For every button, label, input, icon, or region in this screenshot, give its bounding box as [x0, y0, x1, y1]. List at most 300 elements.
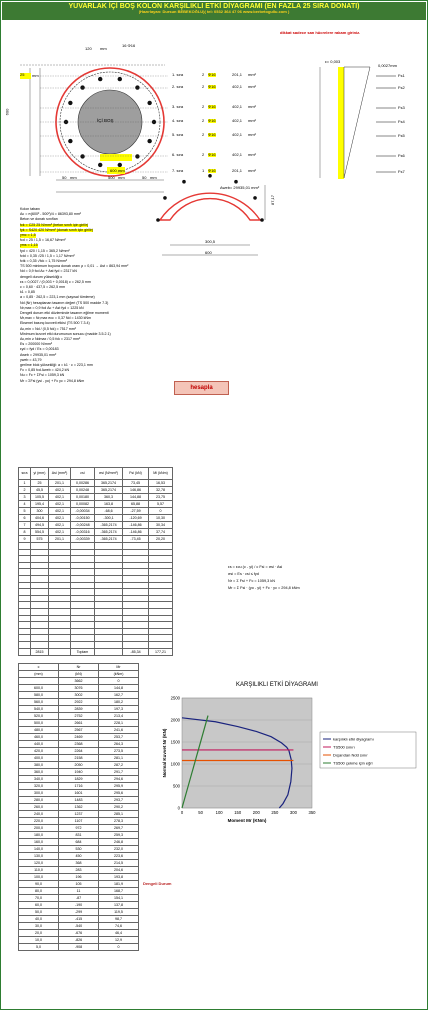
bar-table-cell: 1: [19, 480, 31, 487]
bar-table-header: Fsi (kN): [123, 468, 149, 480]
bar-table-cell: 37,74: [149, 529, 173, 536]
nm-header: Nr: [59, 664, 99, 671]
nm-cell: 90,0: [19, 881, 59, 888]
nm-cell: 2839: [59, 706, 99, 713]
nm-cell: 220,0: [19, 818, 59, 825]
table-row: [19, 832, 139, 839]
bar-table-cell: 575: [31, 536, 49, 543]
calc-line: fyk = S420 420 N/mm² (donatı sınıfı için girilir): [20, 227, 93, 232]
nm-cell: 246,8: [99, 839, 139, 846]
table-row: [19, 783, 139, 790]
bar-table-cell: 554,5: [31, 529, 49, 536]
nm-cell: 70,0: [19, 895, 59, 902]
hesapla-button[interactable]: hesapla: [174, 381, 229, 395]
rebar-dot: [68, 101, 72, 105]
total-row: [19, 648, 173, 655]
calc-line: Nd (Nr) hesaplanan tasarım değeri (TS 500 madde 7.3): [20, 300, 109, 305]
bar-table-cell: -120,69: [123, 515, 149, 522]
row-unit: mm²: [248, 132, 256, 137]
row-name: 1. sıra: [172, 72, 184, 77]
table-row: [19, 734, 139, 741]
core-label: İÇİ BOŞ: [97, 118, 114, 123]
table-row: [19, 522, 173, 529]
calc-line: Es = 200000 N/mm²: [20, 342, 53, 347]
bar-table-cell: 5,57: [149, 501, 173, 508]
rebar-dot: [147, 101, 151, 105]
nm-cell: 1362: [59, 804, 99, 811]
empty-row: [19, 615, 173, 622]
cover-bar-label: 16 Φ16: [122, 43, 136, 48]
empty-row: [19, 622, 173, 629]
bar-table-cell: -146,86: [123, 529, 149, 536]
nm-cell: 285,1: [99, 811, 139, 818]
row-unit: mm²: [248, 118, 256, 123]
table-row: [19, 494, 173, 501]
row-unit: mm²: [248, 72, 256, 77]
table-row: [19, 480, 173, 487]
nm-cell: 140,0: [19, 846, 59, 853]
segment-rebar: [163, 196, 167, 200]
x-tick-label: 200: [252, 810, 260, 815]
bar-table-cell: 404,6: [31, 515, 49, 522]
nm-cell: -87: [59, 895, 99, 902]
nm-cell: 278,3: [99, 818, 139, 825]
table-row: [19, 825, 139, 832]
nm-cell: 10,0: [19, 937, 59, 944]
nm-cell: 168,7: [99, 888, 139, 895]
row-phi: Φ16: [208, 104, 216, 109]
calc-line: Nd = 0,9 fcd Ac + Ast fyd = 2317 kN: [20, 269, 77, 274]
calc-line: fctd = 0,35 √25 / 1,5 = 1,17 N/mm²: [20, 253, 75, 258]
bar-table-cell: 6: [19, 515, 31, 522]
bar-table-cell: 5: [19, 508, 31, 515]
table-row: [19, 853, 139, 860]
nm-cell: [19, 678, 59, 685]
x-tick-label: 250: [271, 810, 279, 815]
empty-row: [19, 562, 173, 569]
nm-cell: 400,0: [19, 755, 59, 762]
table-row: [19, 692, 139, 699]
total-cell: [49, 648, 71, 655]
table-row: [19, 930, 139, 937]
nm-cell: -415: [59, 916, 99, 923]
bar-table-cell: 20,20: [149, 536, 173, 543]
total-cell: -85,34: [123, 648, 149, 655]
row-area: 201,1: [232, 168, 243, 173]
bar-table-header: Mi (kNm): [149, 468, 173, 480]
nm-cell: 540,0: [19, 706, 59, 713]
y-tick-label: 500: [173, 783, 180, 789]
nm-cell: 295,6: [99, 790, 139, 797]
row-count: 2: [202, 118, 205, 123]
nm-cell: 380,0: [19, 762, 59, 769]
row-name: 5. sıra: [172, 132, 184, 137]
nm-cell: 260,0: [19, 804, 59, 811]
bar-table: [18, 467, 173, 656]
table-row: [19, 706, 139, 713]
x-tick-label: 300: [289, 810, 297, 815]
author-line: (Hazırlayan: Dursun BEBEKOĞLU)( tel: 0532 364 47 06 www.berbetogullu.com ): [138, 9, 290, 15]
row-phi: Φ16: [208, 152, 216, 157]
calc-line: TS 500 minimum boyuna donatı oranı ρ = 0,01 → Ast = 863,94 mm²: [20, 264, 129, 269]
nm-cell: 273,5: [99, 748, 139, 755]
nm-cell: 74,6: [99, 923, 139, 930]
legend-label: TS500 sınırı: [333, 744, 355, 750]
bar-table-cell: 402,1: [49, 515, 71, 522]
empty-row: [19, 549, 173, 556]
calc-line: γms = 1,15: [20, 243, 38, 248]
nm-cell: 180,0: [19, 832, 59, 839]
nm-cell: 200,0: [19, 825, 59, 832]
calc-line: Minimum kuvvet etki durumunun sonucu (madde 3.5.2.1): [20, 331, 111, 336]
nm-cell: 2567: [59, 727, 99, 734]
bar-table-cell: 32,78: [149, 487, 173, 494]
total-cell: Toplam: [71, 648, 95, 655]
table-row: [19, 874, 139, 881]
y-tick-label: 2500: [170, 695, 180, 701]
nm-cell: 2264: [59, 748, 99, 755]
table-row: [19, 769, 139, 776]
nm-cell: 162,7: [99, 692, 139, 699]
calc-line: k1 = 0,85: [20, 290, 35, 295]
table-row: [19, 846, 139, 853]
bar-table-cell: 4: [19, 501, 31, 508]
row-unit: mm²: [248, 168, 256, 173]
row-area: 402,1: [232, 118, 243, 123]
calc-line: γmc = 1,5: [20, 233, 36, 237]
segment-area: Aweb= 29935,01 mm²: [220, 185, 260, 190]
calc-line: Ac,min = Nd / (0,5 fck) = 7517 mm²: [20, 326, 76, 331]
bar-table-cell: 0,00180: [71, 494, 95, 501]
segment-rebar: [234, 180, 238, 184]
calc-line: fyd = 420 / 1,15 = 365,2 N/mm²: [20, 248, 70, 253]
nm-cell: 1237: [59, 811, 99, 818]
empty-row: [19, 628, 173, 635]
bar-table-cell: -73,45: [123, 536, 149, 543]
empty-row: [19, 595, 173, 602]
segment-width: 300,5: [205, 239, 216, 244]
y-tick-label: 1500: [170, 739, 180, 745]
calc-line: Mr = ΣFsi (ysi - yo) + Fc yc = 294,8 kNm: [20, 378, 85, 383]
nm-cell: 530: [59, 846, 99, 853]
table-row: [19, 804, 139, 811]
row-unit: mm²: [248, 84, 256, 89]
fs-arrows: [376, 76, 396, 172]
calc-line: c = 0,60 · 437,5 = 262,5 mm: [20, 285, 66, 289]
total-cell: 2815: [31, 648, 49, 655]
nm-cell: 972: [59, 825, 99, 832]
bar-table-cell: -27,59: [123, 508, 149, 515]
formula-line: Mr = Σ Fsi · (yo - yi) + Fc · yc = 294,8 kNm: [228, 586, 300, 590]
legend-label: Dışarıdan Ndd sınır: [333, 752, 368, 758]
bar-table-cell: 146,86: [123, 487, 149, 494]
row-name: 3. sıra: [172, 104, 184, 109]
nm-cell: 831: [59, 832, 99, 839]
bar-table-header: σsi (N/mm²): [95, 468, 123, 480]
nm-cell: 368: [59, 860, 99, 867]
bar-table-cell: 25: [31, 480, 49, 487]
nm-unit: (kNm): [99, 671, 139, 678]
dim-b1u: mm: [70, 175, 77, 180]
fs-label: Fs5: [398, 133, 405, 138]
balanced-label: Dengeli Durum: [143, 881, 172, 886]
nm-table: [18, 663, 139, 951]
fs-label: Fs1: [398, 73, 405, 78]
nm-unit: (kN): [59, 671, 99, 678]
nm-cell: 214,5: [99, 860, 139, 867]
empty-row: [19, 575, 173, 582]
strain-top: ε= 0,003: [325, 59, 341, 64]
nm-cell: 105: [59, 881, 99, 888]
table-row: [19, 944, 139, 951]
dim-top-unit: mm: [100, 46, 107, 51]
nm-cell: 80,0: [19, 888, 59, 895]
row-area: 402,1: [232, 152, 243, 157]
nm-cell: 223,6: [99, 853, 139, 860]
empty-row: [19, 543, 173, 550]
row-phi: Φ16: [208, 84, 216, 89]
nm-cell: 110,0: [19, 867, 59, 874]
fs-label: Fs6: [398, 153, 405, 158]
nm-cell: 420,0: [19, 748, 59, 755]
yellow-input-cell[interactable]: 25: [20, 73, 31, 79]
segment-rebar: [208, 174, 212, 178]
dim-b2: 500: [108, 175, 115, 180]
bar-table-cell: 3: [19, 494, 31, 501]
empty-row: [19, 635, 173, 642]
bar-table-cell: 402,1: [49, 487, 71, 494]
dim-top-value: 120: [85, 46, 92, 51]
row-name: 4. sıra: [172, 118, 184, 123]
x-axis-label: Moment Mr (KNm): [227, 818, 267, 823]
segment-rebar: [260, 218, 264, 222]
row-count: 2: [202, 84, 205, 89]
yellow-unit: mm: [32, 73, 39, 78]
segment-rebar: [253, 196, 257, 200]
calc-line: fctk = 0,35 √fck = 1,75 N/mm²: [20, 259, 68, 263]
table-row: [19, 867, 139, 874]
rebar-dot: [135, 85, 139, 89]
nm-cell: 160,0: [19, 839, 59, 846]
table-row: [19, 881, 139, 888]
nm-cell: 2050: [59, 762, 99, 769]
nm-cell: 1107: [59, 818, 99, 825]
bar-table-header: εsi: [71, 468, 95, 480]
calc-line: fcd = 25 / 1,5 = 16,67 N/mm²: [20, 238, 66, 243]
calc-line: Dengeli durum etki düzleminde tasarım eğilme momenti: [20, 311, 109, 315]
nm-cell: 197,3: [99, 706, 139, 713]
bar-table-cell: 105,5: [31, 494, 49, 501]
total-cell: [19, 648, 31, 655]
table-row: [19, 937, 139, 944]
bar-table-cell: 16,53: [149, 480, 173, 487]
formula-line: σsi = Es · εsi ≤ fyd: [228, 572, 259, 576]
calc-line: Nu = Fc + ΣFsi = 1059,3 kN: [20, 373, 65, 378]
bar-table-cell: 2: [19, 487, 31, 494]
bar-table-cell: 73,45: [123, 480, 149, 487]
table-row: [19, 923, 139, 930]
nm-cell: 293,7: [99, 797, 139, 804]
nm-cell: 500,0: [19, 720, 59, 727]
table-row: [19, 909, 139, 916]
nm-cell: 290,2: [99, 804, 139, 811]
table-row: [19, 811, 139, 818]
row-area: 402,1: [232, 104, 243, 109]
bar-table-cell: 402,1: [49, 522, 71, 529]
nm-cell: 460,0: [19, 734, 59, 741]
nm-cell: -299: [59, 909, 99, 916]
fs-label: Fs2: [398, 85, 405, 90]
warning-text: dikkat sadece san hücrelere rakam giriniz.: [280, 30, 361, 35]
page-title: YUVARLAK İÇİ BOŞ KOLON KARŞILIKLI ETKİ DİYAGRAMI (EN FAZLA 25 SIRA DONATI): [68, 3, 360, 10]
table-row: [19, 685, 139, 692]
chart-title: KARŞILIKLI ETKİ DİYAGRAMI: [236, 682, 318, 688]
bar-table-cell: 45,5: [31, 487, 49, 494]
nm-cell: -826: [59, 937, 99, 944]
nm-cell: 600,0: [19, 685, 59, 692]
nm-cell: 3662: [59, 678, 99, 685]
dim-b3: 50: [142, 175, 147, 180]
nm-cell: 98,7: [99, 916, 139, 923]
formula-line: εs = εcu (c - yi) / c Fsi = σsi · Asi: [228, 565, 283, 569]
dim-total: 600: [110, 168, 117, 173]
rebar-dot: [68, 139, 72, 143]
bar-table-cell: 30,34: [149, 522, 173, 529]
calc-line: Fc = 0,85 fcd Aweb = 424,2 kN: [20, 368, 70, 373]
nm-cell: -190: [59, 902, 99, 909]
calc-line: Eksenel basınç kuvveti etkisi (TS 500 7.3.4): [20, 321, 90, 326]
nm-cell: 241,6: [99, 727, 139, 734]
bar-table-cell: 494,5: [31, 522, 49, 529]
rebar-dot: [147, 139, 151, 143]
table-row: [19, 860, 139, 867]
row-name: 6. sıra: [172, 152, 184, 157]
row-count: 2: [202, 72, 205, 77]
nm-cell: 264,3: [99, 741, 139, 748]
nm-cell: 130,0: [19, 853, 59, 860]
dim-b1: 50: [62, 175, 67, 180]
table-row: [19, 902, 139, 909]
x-tick-label: 350: [308, 810, 316, 815]
nm-cell: 196: [59, 874, 99, 881]
calc-line: εs = 0,0027 / (0,003 + 0,0018) c = 262,5 mm: [20, 279, 91, 284]
nm-cell: 1716: [59, 783, 99, 790]
nm-cell: 291,7: [99, 769, 139, 776]
nm-cell: 2158: [59, 755, 99, 762]
row-phi: Φ16: [208, 72, 216, 77]
calc-line: Kolon tabanı: [20, 207, 41, 211]
table-row: [19, 727, 139, 734]
segment-rebar: [182, 180, 186, 184]
calc-line: εyd = fyd / Es = 0,00183: [20, 347, 59, 352]
nm-cell: 2752: [59, 713, 99, 720]
nm-cell: 46,4: [99, 930, 139, 937]
bar-table-cell: 195,4: [31, 501, 49, 508]
bar-table-cell: -300,1: [95, 515, 123, 522]
empty-row: [19, 569, 173, 576]
nm-cell: 204,6: [99, 867, 139, 874]
nm-cell: 269,7: [99, 825, 139, 832]
table-row: [19, 508, 173, 515]
nm-cell: 259,3: [99, 832, 139, 839]
table-row: [19, 755, 139, 762]
nm-cell: 60,0: [19, 902, 59, 909]
dim-total-unit: mm: [118, 168, 125, 173]
y-tick-label: 0: [177, 805, 180, 811]
segment-rebar: [156, 218, 160, 222]
bar-table-header: yi (mm): [31, 468, 49, 480]
nm-cell: 320,0: [19, 783, 59, 790]
empty-row: [19, 582, 173, 589]
nm-cell: 144,8: [99, 685, 139, 692]
row-area: 402,1: [232, 84, 243, 89]
dim-b3u: mm: [150, 175, 157, 180]
table-row: [19, 748, 139, 755]
fs-label: Fs7: [398, 169, 405, 174]
table-row: [19, 797, 139, 804]
table-row: [19, 515, 173, 522]
bar-table-cell: 7: [19, 522, 31, 529]
rebar-dot: [98, 163, 102, 167]
rebar-dot: [135, 154, 139, 158]
nm-cell: 281,1: [99, 755, 139, 762]
bar-table-cell: -365,2174: [95, 522, 123, 529]
rebar-dot: [98, 77, 102, 81]
x-tick-label: 0: [180, 810, 184, 815]
bar-table-cell: 0,00248: [71, 487, 95, 494]
bar-table-cell: -0,00150: [71, 515, 95, 522]
bar-table-cell: -365,2174: [95, 536, 123, 543]
bar-table-cell: -0,00034: [71, 508, 95, 515]
table-row: [19, 818, 139, 825]
table-row: [19, 699, 139, 706]
row-count: 2: [202, 132, 205, 137]
nm-cell: 30,0: [19, 923, 59, 930]
nm-cell: 20,0: [19, 930, 59, 937]
total-cell: [95, 648, 123, 655]
table-row: [19, 720, 139, 727]
nm-cell: 480,0: [19, 727, 59, 734]
nm-cell: 2469: [59, 734, 99, 741]
table-row: [19, 790, 139, 797]
nm-header: Mr: [99, 664, 139, 671]
legend-label: TS500 çekme için eğri: [333, 760, 373, 766]
nm-cell: 1829: [59, 776, 99, 783]
interaction-chart: [150, 672, 422, 832]
bar-table-cell: -365,2174: [95, 529, 123, 536]
bar-table-cell: -0,00316: [71, 529, 95, 536]
nm-cell: 580,0: [19, 692, 59, 699]
row-phi: Φ16: [208, 118, 216, 123]
nm-cell: 2661: [59, 720, 99, 727]
calc-line: Ac,min ≥ Ndmax / 0,5 fck = 2317 mm²: [20, 337, 81, 341]
table-row: [19, 536, 173, 543]
nm-cell: 0: [99, 678, 139, 685]
plot-area: [182, 698, 312, 808]
rebar-dot: [80, 154, 84, 158]
table-row: [19, 741, 139, 748]
nm-cell: 450: [59, 853, 99, 860]
nm-cell: 154,1: [99, 895, 139, 902]
empty-row: [19, 641, 173, 648]
nm-cell: 1940: [59, 769, 99, 776]
row-area: 402,1: [232, 132, 243, 137]
bar-table-cell: 163,8: [95, 501, 123, 508]
nm-cell: 240,0: [19, 811, 59, 818]
table-row: [19, 888, 139, 895]
table-row: [19, 713, 139, 720]
nm-cell: 253,7: [99, 734, 139, 741]
